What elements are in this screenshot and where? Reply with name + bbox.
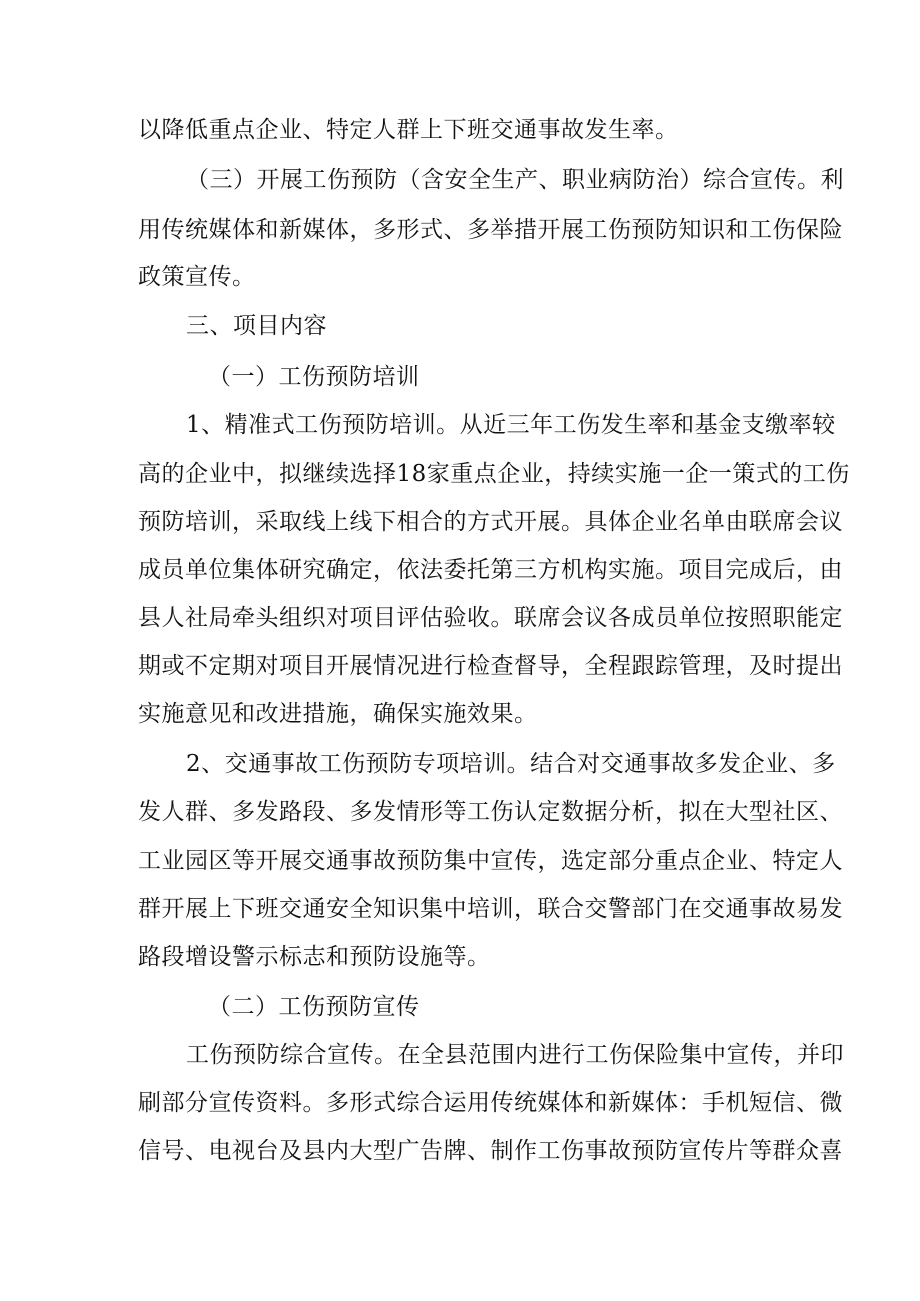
paragraph-line: 路段增设警示标志和预防设施等。 xyxy=(138,944,491,970)
chapter-heading: 三、项目内容 xyxy=(186,313,327,339)
paragraph-line: 信号、电视台及县内大型广告牌、制作工伤事故预防宣传片等群众喜 xyxy=(138,1138,843,1164)
paragraph-line: 发人群、多发路段、多发情形等工伤认定数据分析，拟在大型社区、 xyxy=(138,799,843,825)
paragraph-line: 预防培训，采取线上线下相合的方式开展。具体企业名单由联席会议 xyxy=(138,509,843,535)
paragraph-line: 高的企业中，拟继续选择18家重点企业，持续实施一企一策式的工伤 xyxy=(138,461,850,487)
paragraph-line: 以降低重点企业、特定人群上下班交通事故发生率。 xyxy=(138,117,679,143)
paragraph-line: 政策宣传。 xyxy=(138,264,256,290)
sub-heading-2: （二）工伤预防宣传 xyxy=(208,994,420,1020)
paragraph-line: 成员单位集体研究确定，依法委托第三方机构实施。项目完成后，由 xyxy=(138,557,843,583)
paragraph-line: 群开展上下班交通安全知识集中培训，联合交警部门在交通事故易发 xyxy=(138,896,843,922)
paragraph-line: 期或不定期对项目开展情况进行检查督导，全程跟踪管理，及时提出 xyxy=(138,653,843,679)
paragraph-line: 县人社局牵头组织对项目评估验收。联席会议各成员单位按照职能定 xyxy=(138,605,843,631)
paragraph-line: 用传统媒体和新媒体，多形式、多举措开展工伤预防知识和工伤保险 xyxy=(138,217,843,243)
paragraph-line: 刷部分宣传资料。多形式综合运用传统媒体和新媒体：手机短信、微 xyxy=(138,1090,843,1116)
paragraph-line: 工伤预防综合宣传。在全县范围内进行工伤保险集中宣传，并印 xyxy=(186,1042,844,1068)
section-heading-3: （三）开展工伤预防（含安全生产、职业病防治）综合宣传。利 xyxy=(186,167,844,193)
sub-heading-1: （一）工伤预防培训 xyxy=(208,364,420,390)
item-1-heading: 1、精准式工伤预防培训。从近三年工伤发生率和基金支缴率较 xyxy=(186,412,836,438)
paragraph-line: 实施意见和改进措施，确保实施效果。 xyxy=(138,701,538,727)
paragraph-line: 工业园区等开展交通事故预防集中宣传，选定部分重点企业、特定人 xyxy=(138,848,843,874)
item-2-heading: 2、交通事故工伤预防专项培训。结合对交通事故多发企业、多 xyxy=(186,751,836,777)
